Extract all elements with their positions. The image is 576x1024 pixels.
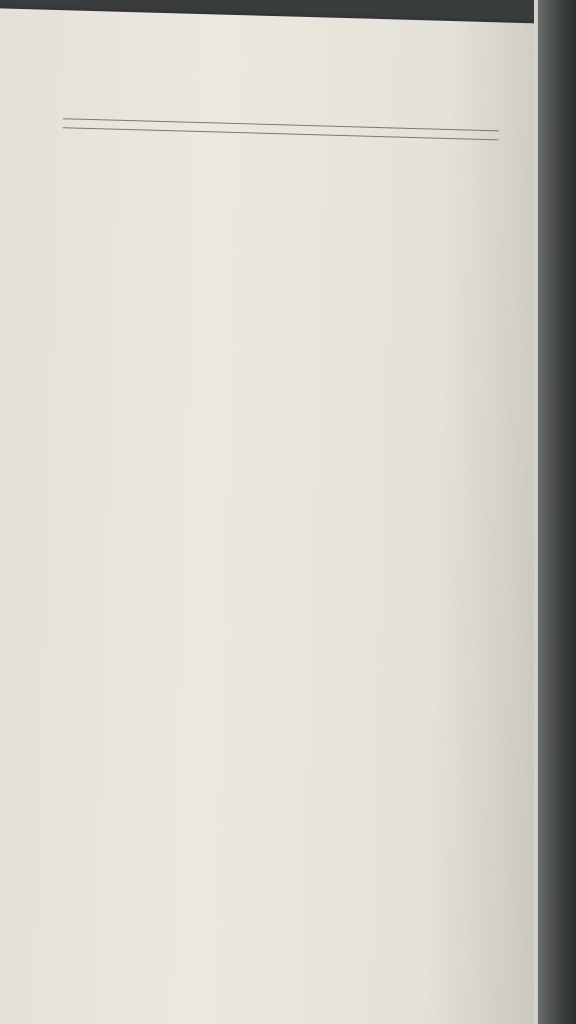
page-content [45,68,516,141]
book-page [0,8,568,1024]
running-header [46,68,517,107]
book-spine-shadow [538,0,576,1024]
